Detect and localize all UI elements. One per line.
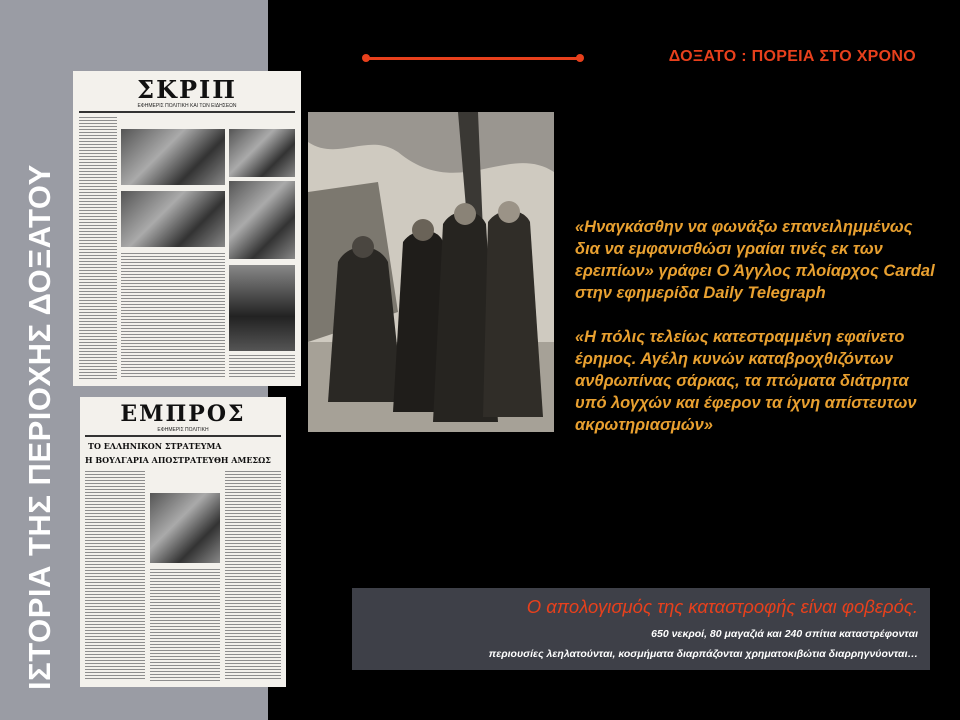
ruins-photo bbox=[229, 129, 295, 177]
summary-line2: περιουσίες λεηλατούνται, κοσμήματα διαρπάζονται χρηματοκιβώτια διαρρηγνύονται… bbox=[488, 648, 918, 660]
newspaper-embros-image bbox=[80, 397, 286, 687]
summary-title: Ο απολογισμός της καταστροφής είναι φοβερός. bbox=[526, 596, 918, 617]
ruins-photo bbox=[121, 129, 225, 185]
women-photo-drawing bbox=[308, 112, 554, 432]
slide-title: ΔΟΞΑΤΟ : ΠΟΡΕΙΑ ΣΤΟ ΧΡΟΝΟ bbox=[668, 48, 916, 65]
newspaper2-masthead: ΕΜΠΡΟΣ bbox=[120, 401, 246, 427]
ruins-photo bbox=[229, 181, 295, 259]
text-column bbox=[85, 471, 145, 681]
summary-line1: 650 νεκροί, 80 μαγαζιά και 240 σπίτια καταστρέφονται bbox=[651, 628, 918, 640]
newspaper2-subtitle: ΕΦΗΜΕΡΙΣ ΠΟΛΙΤΙΚΗ bbox=[157, 427, 209, 433]
women-photo bbox=[150, 493, 220, 563]
text-column bbox=[121, 253, 225, 379]
header-rule bbox=[366, 57, 579, 60]
newspaper1-subtitle: ΕΦΗΜΕΡΙΣ ΠΟΛΙΤΙΚΗ ΚΑΙ ΤΩΝ ΕΙΔΗΣΕΩΝ bbox=[137, 103, 237, 109]
vertical-title: ΙΣΤΟΡΙΑ ΤΗΣ ΠΕΡΙΟΧΗΣ ΔΟΞΑΤΟΥ bbox=[22, 164, 57, 690]
newspaper-skrip-image bbox=[73, 71, 301, 386]
rule-dot-left bbox=[362, 54, 370, 62]
historic-women-photo bbox=[308, 112, 554, 432]
rule bbox=[79, 111, 295, 113]
text-column bbox=[150, 569, 220, 681]
portrait-photo bbox=[229, 265, 295, 351]
rule-dot-right bbox=[576, 54, 584, 62]
quote-block bbox=[575, 216, 935, 458]
text-column bbox=[229, 355, 295, 379]
rule bbox=[85, 435, 281, 437]
text-column bbox=[79, 117, 117, 379]
summary-box bbox=[352, 588, 930, 670]
text-column bbox=[225, 471, 281, 681]
ruins-photo bbox=[121, 191, 225, 247]
newspaper1-masthead: ΣΚΡΙΠ bbox=[137, 75, 237, 104]
quote-cardal: «Ηναγκάσθην να φωνάξω επανειλημμένως δια να εμφανισθώσι γραίαι τινές εκ των ερειπίων» γράφει Ο Άγγλος πλοίαρχος Cardal στην εφημερίδα Daily Telegraph bbox=[575, 218, 935, 302]
quote-city: «Η πόλις τελείως κατεστραμμένη εφαίνετο έρημος. Αγέλη κυνών καταβροχθιζόντων ανθρωπίνας σάρκας, τα πτώματα διάτρητα υπό λογχών και έφερον τα ίχνη απίστευτων ακρωτηριασμών» bbox=[575, 328, 917, 434]
newspaper2-headline2: Η ΒΟΥΛΓΑΡΙΑ ΑΠΟΣΤΡΑΤΕΥΘΗ ΑΜΕΣΩΣ bbox=[85, 455, 271, 465]
newspaper2-headline1: ΤΟ ΕΛΛΗΝΙΚΟΝ ΣΤΡΑΤΕΥΜΑ bbox=[88, 441, 222, 451]
